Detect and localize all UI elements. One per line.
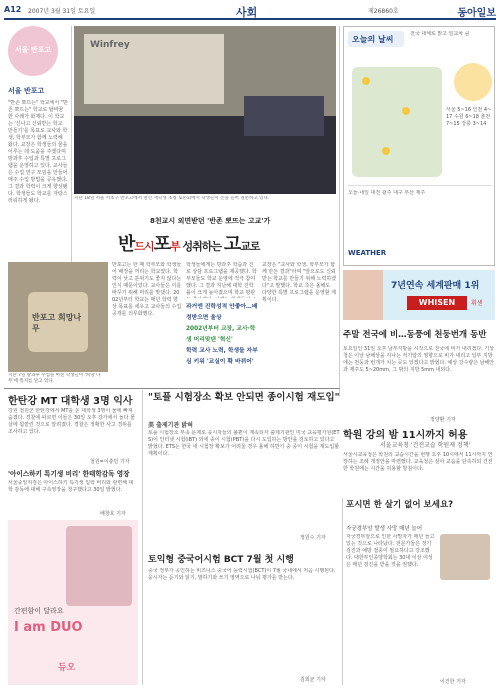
board-sign: [28, 292, 88, 352]
doctor-photo: [440, 534, 490, 580]
column-body: "반존 뽀뜨는" 학교에서 "반존 뽀뜨는" 학교로 탈바꿈한 사례가 화제다. 이 학교는 '신나고 신뢰받는 학교 만들기'를 목표로 교사와 학생, 학부모가 함께 노력해 왔다. 교장은 학생들의 꿈을 이루는 데 도움을 주겠다며 방과후 수업과 특별 프로그램을 운영하고 있다. 교사들은 수업 연구 모임을 만들어 매주 수업 방법을 공유했다. 그 결과 학력이 크게 향상됐다. 학생들도 학교를 자랑스러워하게 됐다.: [8, 100, 68, 204]
exam-byline: 정원수 기자: [300, 535, 326, 541]
weather-box: [343, 26, 495, 266]
ad-headline: 7년연속 세계판매 1위: [391, 281, 480, 291]
survey-title: 학원 강의 밤 11시까지 허용: [343, 430, 468, 441]
section-title: 사회: [236, 6, 258, 19]
column-title: 서울 반포고: [8, 87, 45, 95]
subhead-1: 과거엔 진학성적 안좋아…배정받으면 울상: [186, 304, 258, 321]
weather-title: 오늘의 날씨: [352, 35, 394, 44]
duo-slogan: 간편함이 달라요: [14, 607, 64, 615]
survey-body: 서울시교육청은 학원의 교습시간을 현행 오후 10시에서 11시까지 연장하는 조례 개정안을 마련했다. 교육청은 심야 교습을 단속하되 건전한 학원에는 시간을 허용할 방침이다.: [343, 452, 493, 472]
b2-byline: 배창호 기자: [100, 511, 126, 517]
ad-brand: WHISEN: [407, 296, 467, 310]
photo-caption: 지난 18일 서울 서초구 반포고에서 열린 재학생 초청 토론회에서 학생들이 손을 들어 질문하고 있다.: [74, 196, 270, 201]
exam-body: 토플 시험장소 부족 문제로 응시자들의 불편이 계속되자 출제기관인 미국 교육평가원(ETS)이 인터넷 시험(iBT) 외에 종이 시험(PBT)을 다시 도입하는 방안을 검토하고 있다고 밝혔다. ETS는 한국 내 시험장 확보가 어려울 경우 올해 하반기 중 종이 시험을 재도입할 계획이다.: [148, 430, 340, 457]
sun-icon: [402, 107, 410, 115]
free-byline: 이진한 기자: [440, 679, 466, 685]
page-header: [4, 4, 496, 20]
rain-body: 토요일인 31일 오후 남부지방을 시작으로 전국에 비가 내리겠다. 기상청은 이날 남해상을 지나는 저기압의 영향으로 비가 내리고 일부 지방에는 천둥과 번개가 치는 곳도 있겠다고 밝혔다. 예상 강수량은 남해안과 제주도 5~20mm, 그 밖의 지방 5mm 내외다.: [343, 346, 495, 373]
sun-icon: [382, 147, 390, 155]
headline-part-7: 교로: [240, 240, 260, 253]
subheads: [186, 302, 258, 368]
weather-intro: 전국 대체로 맑고 일교차 큼: [410, 31, 470, 37]
page-number: A12: [4, 5, 22, 14]
classroom-photo: [74, 26, 336, 194]
article-body-col1: 반포고는 한 때 학부모와 학생들이 배정을 꺼리는 학교였다. 학력이 낮고 분위기도 좋지 않다는 인식 때문이었다. 교사들은 이를 바꾸기 위해 머리를 맞댔다. 2002년부터 학교는 매년 학력 향상 목표를 세우고 교사들의 수업 공개를 의무화했다.: [112, 262, 182, 317]
newspaper-logo: 동아일보: [457, 8, 496, 19]
projection-screen: [84, 34, 224, 104]
weather-footer: WEATHER: [348, 249, 387, 257]
b1-title: 한탄강 MT 대학생 3명 익사: [8, 396, 133, 407]
article-body-col2a: 학생들에게는 방과후 학습과 진로 상담 프로그램을 제공했다. 학부모들도 학교 운영에 적극 참여했다. 그 결과 지난해 대학 진학률이 크게 높아졌으며 학교 평판: [186, 262, 257, 296]
headline-part-3: 포: [153, 234, 171, 255]
weather-cities: 서울 5~16 인천 4~17 수원 6~18 춘천 7~15 강릉 3~14: [446, 107, 492, 127]
wishing-tree-photo: [8, 262, 108, 372]
rain-title: 주말 전국에 비…동풍에 천둥번개 동반: [343, 330, 487, 340]
subhead-2: 2002년부터 교장, 교사·학생 머리맞댄 '혁신': [186, 326, 256, 343]
issue-date: 2007년 3월 31일 토요일: [28, 8, 96, 15]
b2-title: '아이스하키 특기생 비리' 한태학감독 영장: [8, 470, 130, 478]
ad-model: [343, 270, 383, 320]
free-body: 자궁경부암으로 인한 사망자가 매년 늘고 있는 것으로 나타났다. 전문가들은 정기 검진과 예방 접종이 필요하다고 강조했다. 대한부인종양학회는 30대 이상 여성은 매년 검진을 받을 것을 권했다.: [346, 534, 435, 568]
photo2-caption: 지난 7일 방과후 수업을 마친 학생들이 '희망 나무'에 쪽지를 달고 있다.: [8, 373, 101, 384]
headline-part-2: 드시: [134, 240, 154, 253]
free-sub: 자궁경부암 발생 사망 매년 늘어: [346, 526, 423, 532]
bct-byline: 김희균 기자: [300, 677, 326, 683]
subhead-3: 학력 교사 노력, 학생들 자부심 키워 '교실이 확 바뀌어': [186, 348, 258, 365]
headline-kicker: 8천교시 외면받던 '반존 뽀뜨는 고교'가: [150, 217, 271, 225]
screen-text: Winfrey: [90, 40, 130, 50]
students-hands: [244, 96, 324, 136]
bct-body: 중국 정부가 공인하는 비즈니스 중국어 능력시험(BCT)이 7월 국내에서 처음 시행된다. 응시자는 듣기와 읽기, 말하기와 쓰기 영역으로 나눠 평가를 받는다.: [148, 568, 336, 581]
b1-byline: 철원=이충민 기자: [90, 459, 130, 465]
ad-duo-model: [66, 526, 132, 606]
weather-map: [352, 67, 442, 177]
duo-tagline: I am DUO: [14, 620, 83, 635]
whisen-ad: [343, 270, 495, 320]
board-sign-text: 반포고 희망나무: [32, 313, 82, 333]
exam-kicker: 美 출제기관 밝혀: [148, 422, 193, 429]
duo-brand: 듀오: [58, 663, 76, 673]
column-logo-text: 서울 반포고: [14, 46, 52, 54]
headline-part-1: 반: [118, 234, 135, 255]
rain-byline: 정양환 기자: [430, 417, 456, 423]
exam-title: "토플 시험장소 확보 안되면 종이시험 재도입": [148, 392, 340, 403]
sun-icon: [362, 77, 370, 85]
duo-ad: [8, 520, 138, 685]
headline-part-4: 부: [170, 240, 180, 253]
free-title: 포시면 한 살기 없어 보세요?: [346, 500, 454, 510]
headline-part-5: 성취하는: [179, 240, 224, 253]
main-headline: [118, 230, 260, 256]
survey-subtitle: 서울교육청 '건전교습 학원제 정책': [380, 442, 471, 449]
today-sun-icon: [454, 63, 492, 101]
b2-body: 서울중앙지검은 아이스하키 특기생 입학 비리와 관련해 대학 감독에 대해 구속영장을 청구했다고 30일 밝혔다.: [8, 480, 134, 493]
forecast-cities: 오늘·내일 대전 광주 대구 부산 제주: [348, 190, 426, 196]
edition-number: 제26860호: [368, 8, 399, 15]
headline-part-6: 고: [223, 234, 241, 255]
weather-title-bg: [348, 31, 404, 47]
forecast-grid: [348, 185, 492, 245]
column-logo: [8, 26, 58, 76]
bct-title: 토익형 중국어시험 BCT 7월 첫 시행: [148, 555, 294, 565]
ad-sub: 휘센: [471, 300, 483, 307]
article-body-col3: 교장은 "교사와 학생, 학부모가 함께 만든 결과"라며 "앞으로도 신뢰받는 학교를 만들기 위해 노력하겠다"고 말했다. 학교 측은 올해도 다양한 특별 프로그램을 운영할 계획이다.: [262, 262, 336, 303]
b1-body: 강원 철원군 한탄강에서 MT를 온 대학생 3명이 물에 빠져 숨졌다. 경찰에 따르면 이들은 30일 오후 강가에서 놀다 물살에 휩쓸린 것으로 알려졌다. 경찰은 정확한 사고 경위를 조사하고 있다.: [8, 408, 135, 435]
